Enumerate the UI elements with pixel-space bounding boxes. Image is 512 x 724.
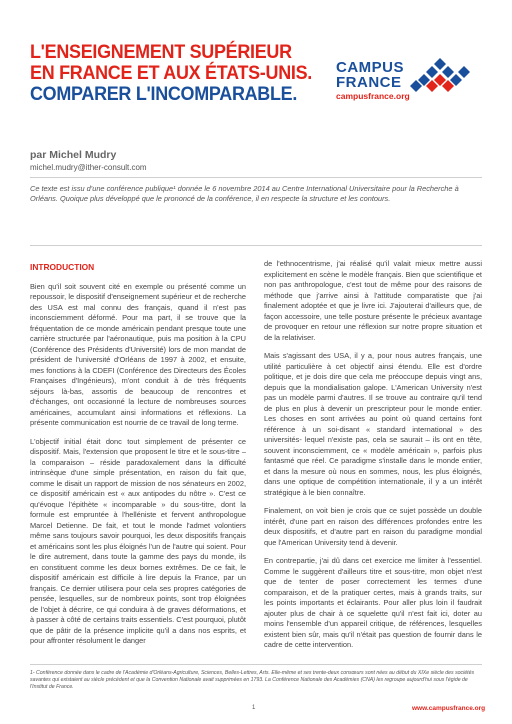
logo-url: campusfrance.org	[336, 91, 410, 101]
section-heading: INTRODUCTION	[30, 262, 95, 272]
document-title	[30, 41, 312, 105]
campus-france-logo	[336, 60, 476, 104]
paragraph: Finalement, on voit bien je crois que ce sujet possède un double intérêt, d'une part en raison des différences profondes entre les deux dispositifs, et d'autre part en raison du paradigme mondial que l'American University tend à devenir.	[264, 506, 482, 547]
intro-note: Ce texte est issu d'une conférence publique¹ donnée le 6 novembre 2014 au Centre International Universitaire pour la Recherche à Orléans. Quoique plus développé que le prononcé de la conférence, il en respecte la structure et les contours.	[30, 184, 459, 203]
diamond-pattern-icon	[402, 58, 474, 92]
page-number: 1	[252, 705, 256, 711]
author-name: par Michel Mudry	[30, 149, 117, 161]
divider	[30, 245, 482, 246]
logo-word-campus: CAMPUS	[336, 59, 405, 76]
left-column	[30, 262, 246, 655]
paragraph: de l'ethnocentrisme, j'ai réalisé qu'il valait mieux mettre aussi explicitement en scène le modèle français. Bien que scientifique et non pas anthropologue, c'est tout de même pour des raisons de méthode que j'arrive ainsi à l'attitude comparatiste que j'ai finalement adoptée et que je livre ici. J'ajouterai d'ailleurs que, de façon accessoire, une telle posture présente le précieux avantage de provoquer en retour une réflexion sur notre propre situation et de la relativiser.	[264, 259, 482, 342]
divider	[30, 177, 482, 178]
paragraph: L'objectif initial était donc tout simplement de présenter ce dispositif. Mais, l'extension que proposent le titre et le sous-titre – la comparaison – réside paradoxalement dans la difficulté intrinsèque d'une simple présentation, en raison du fait que, comme le disait un rapport de mission de nos sénateurs en 2002, ce dispositif américain est « aux antipodes du nôtre ». C'est ce qu'évoque l'épithète « incomparable » du sous-titre, dont la formule est empruntée à l'helléniste et fervent anthropologue Marcel Detienne. De fait, et tout le monde l'admet volontiers même sans toujours savoir pourquoi, les deux dispositifs français et américains sont les plus éloignés l'un de l'autre qui soient. Pour le dire autrement, dans toute la gamme des pays du monde, ils en constituent comme les deux bornes extrêmes. De ce fait, le dispositif américain est difficile à lire depuis la France, par un français. Ce dernier utilisera pour cela ses propres catégories de pensée, lesquelles, sur de nombreux points, sont trop éloignées de l'objet à décrire, ce qui conduira à de graves déformations, et à passer à côté de certains traits essentiels. C'est pourquoi, plutôt que de pâtir de la présence implicite qu'il a dans nos esprits, et pour affronter résolument le danger	[30, 436, 246, 645]
author-email[interactable]: michel.mudry@ither-consult.com	[30, 163, 147, 172]
title-line-3: COMPARER L'INCOMPARABLE.	[30, 83, 298, 105]
footnote: 1- Conférence donnée dans le cadre de l'Académie d'Orléans-Agriculture, Sciences, Belles-Lettres, Arts. Elle-même et ses trente-deux consœurs sont nées au début du XIXe siècle des sociétés savantes qui existaient au siècle précédent et que la Convention Nationale avait supprimées en 1793. La Conférence Nationale des Académies (CNA) les regroupe aujourd'hui sous l'égide de l'Institut de France.	[30, 670, 475, 690]
title-line-2: EN FRANCE ET AUX ÉTATS-UNIS.	[30, 62, 312, 84]
logo-word-france: FRANCE	[336, 74, 402, 91]
website-link[interactable]: www.campusfrance.org	[412, 705, 486, 712]
paragraph: Bien qu'il soit souvent cité en exemple ou présenté comme un repoussoir, le dispositif d'enseignement supérieur et de recherche des USA est mal connu des français, quand il n'est pas inconsciemment déformé. Pour ma part, il se trouve que la fréquentation de ce monde américain pendant presque toute une carrière structurée par l'aéronautique, puis ma position à la CPU (Conférence des Présidents d'Université) lors de mon mandat de président de l'université d'Orléans de 1997 à 2002, et ensuite, mes fonctions à la CDEFI (Conférence des Directeurs des Écoles Françaises d'Ingénieurs), m'ont conduit à de très fréquents séjours là-bas, assortis de beaucoup de rencontres et d'échanges, ont occasionné la lecture de nombreuses sources américaines, accumulant ainsi informations et réflexions. La présente communication est nourrie de ce travail de long terme.	[30, 281, 246, 427]
right-column	[264, 259, 482, 659]
paragraph: Mais s'agissant des USA, il y a, pour nous autres français, une utilité particulière à cet objectif ainsi étendu. Elle est d'ordre politique, et je dois dire que cela me préoccupe depuis vingt ans, depuis que la mondialisation galope. L'American University n'est pas un modèle parmi d'autres. Il se trouve au contraire qu'il tend de plus en plus à devenir un prescripteur pour le monde entier. Les choses en sont arrivées au point où quand certains font référence à un soi-disant « standard international » des universités- lequel n'existe pas, cela se saurait – ils ont en tête, souvent inconsciemment, ce « modèle américain », parfois plus fantasmé que réel. Ce paradigme s'installe dans le monde entier, et dans la mesure où nous en sommes, nous, les plus éloignés, dans une optique de compétition internationale, il y a un intérêt stratégique à le bien connaître.	[264, 351, 482, 497]
title-line-1: L'ENSEIGNEMENT SUPÉRIEUR	[30, 41, 292, 63]
divider	[30, 664, 482, 665]
paragraph: En contrepartie, j'ai dû dans cet exercice me limiter à l'essentiel. Comme le suggèrent d'ailleurs titre et sous-titre, mon objet n'est que de tenter de poser correctement les termes d'une comparaison, et de la pratiquer certes, mais à grands traits, sur les points importants et éclairants. Pour aller plus loin il faudrait ajouter plus de chair à ce squelette qu'il n'est fait ici, doter au moins l'ensemble d'un appareil critique, de références, lesquelles existent bien sûr, mais qu'il n'était pas question de fournir dans le cadre de cette intervention.	[264, 556, 482, 649]
